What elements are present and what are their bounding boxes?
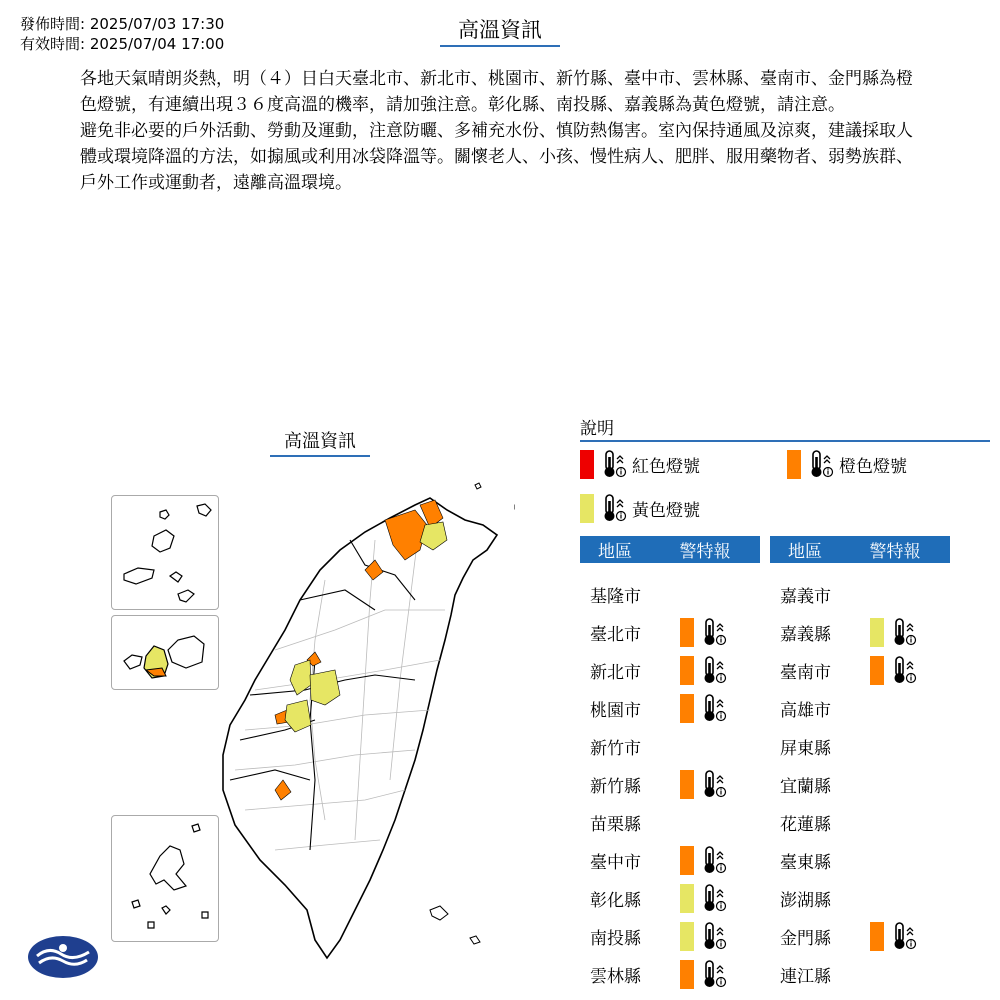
region-name: 花蓮縣 <box>780 814 831 835</box>
table-row <box>580 613 732 651</box>
table-row <box>580 651 732 689</box>
table-header-left <box>580 536 760 563</box>
col-warning-header: 警特報 <box>869 542 921 562</box>
thermometer-icon <box>700 921 728 951</box>
thermometer-icon <box>700 655 728 685</box>
cwa-logo <box>27 934 99 980</box>
col-warning-header: 警特報 <box>679 542 731 562</box>
matsu-inset <box>111 495 219 610</box>
warning-indicator <box>870 921 922 951</box>
region-name: 新竹市 <box>590 738 641 759</box>
table-row <box>580 727 680 765</box>
region-name: 桃園市 <box>590 700 641 721</box>
orange-swatch <box>680 960 694 989</box>
region-name: 彰化縣 <box>590 890 641 911</box>
advisory-text <box>80 66 920 196</box>
region-name: 南投縣 <box>590 928 641 949</box>
legend-red-label: 紅色燈號 <box>632 456 700 477</box>
warning-indicator <box>680 883 732 913</box>
taiwan-island-outline <box>223 498 497 958</box>
thermometer-icon <box>600 493 628 523</box>
thermometer-icon <box>700 883 728 913</box>
orange-swatch <box>680 846 694 875</box>
region-name: 臺中市 <box>590 852 641 873</box>
thermometer-icon <box>700 959 728 989</box>
legend-orange-label: 橙色燈號 <box>839 456 907 477</box>
thermometer-icon <box>890 655 918 685</box>
col-region-header: 地區 <box>788 542 822 562</box>
issue-time: 2025/07/03 17:30 <box>89 15 225 33</box>
thermometer-icon <box>807 449 835 479</box>
warning-indicator <box>680 959 732 989</box>
table-row <box>770 917 922 955</box>
legend-red <box>580 449 700 479</box>
col-region-header: 地區 <box>598 542 632 562</box>
region-name: 臺東縣 <box>780 852 831 873</box>
orange-swatch <box>870 922 884 951</box>
table-row <box>580 879 732 917</box>
region-name: 新竹縣 <box>590 776 641 797</box>
region-name: 臺北市 <box>590 624 641 645</box>
table-row <box>770 879 870 917</box>
warning-indicator <box>870 655 922 685</box>
table-header-right <box>770 536 950 563</box>
page-title: 高溫資訊 <box>440 17 560 47</box>
region-name: 臺南市 <box>780 662 831 683</box>
region-name: 苗栗縣 <box>590 814 641 835</box>
valid-time-line <box>20 34 224 54</box>
table-row <box>770 689 870 727</box>
valid-time-label: 有效時間: <box>20 35 86 53</box>
table-row <box>770 803 870 841</box>
table-row <box>770 727 870 765</box>
thermometer-icon <box>700 769 728 799</box>
penghu-map <box>112 816 218 941</box>
warning-indicator <box>680 769 732 799</box>
issue-time-label: 發佈時間: <box>20 15 86 33</box>
map-title: 高溫資訊 <box>270 430 370 457</box>
table-row <box>580 955 732 993</box>
region-name: 嘉義縣 <box>780 624 831 645</box>
matsu-islands-map <box>112 496 218 609</box>
warning-indicator <box>680 845 732 875</box>
region-name: 高雄市 <box>780 700 831 721</box>
orange-swatch <box>787 450 801 479</box>
table-row <box>580 689 732 727</box>
thermometer-icon <box>700 617 728 647</box>
orange-swatch <box>680 770 694 799</box>
table-row <box>580 803 680 841</box>
region-name: 基隆市 <box>590 586 641 607</box>
table-row <box>770 765 870 803</box>
yellow-swatch <box>870 618 884 647</box>
table-row <box>580 917 732 955</box>
region-name: 嘉義市 <box>780 586 831 607</box>
thermometer-icon <box>700 693 728 723</box>
warning-indicator <box>680 921 732 951</box>
legend-yellow-label: 黃色燈號 <box>632 500 700 521</box>
orange-swatch <box>680 694 694 723</box>
taiwan-map <box>215 480 515 965</box>
thermometer-icon <box>890 617 918 647</box>
thermometer-icon <box>600 449 628 479</box>
table-row <box>580 575 680 613</box>
valid-time: 2025/07/04 17:00 <box>89 35 225 53</box>
kinmen-inset <box>111 615 219 690</box>
region-name: 屏東縣 <box>780 738 831 759</box>
table-row <box>770 613 922 651</box>
table-row <box>580 765 732 803</box>
warning-indicator <box>680 693 732 723</box>
region-name: 新北市 <box>590 662 641 683</box>
legend-yellow <box>580 493 700 523</box>
thermometer-icon <box>890 921 918 951</box>
table-row <box>770 841 870 879</box>
region-name: 金門縣 <box>780 928 831 949</box>
yellow-swatch <box>580 494 594 523</box>
orange-swatch <box>680 656 694 685</box>
advisory-paragraph-2: 避免非必要的戶外活動、勞動及運動，注意防曬、多補充水份、慎防熱傷害。室內保持通風及涼爽，建議採取人體或環境降溫的方法，如搧風或利用冰袋降溫等。關懷老人、小孩、慢性病人、肥胖、服用藥物者、弱勢族群、戶外工作或運動者，遠離高溫環境。 <box>80 121 913 193</box>
region-name: 澎湖縣 <box>780 890 831 911</box>
advisory-paragraph-1: 各地天氣晴朗炎熱，明（４）日白天臺北市、新北市、桃園市、新竹縣、臺中市、雲林縣、臺南市、金門縣為橙色燈號，有連續出現３６度高溫的機率，請加強注意。彰化縣、南投縣、嘉義縣為黃色燈號，請注意。 <box>80 69 913 115</box>
table-row <box>770 651 922 689</box>
orange-swatch <box>680 618 694 647</box>
table-row <box>770 575 870 613</box>
warning-indicator <box>680 655 732 685</box>
table-row <box>770 955 870 993</box>
region-name: 宜蘭縣 <box>780 776 831 797</box>
yellow-swatch <box>680 884 694 913</box>
red-swatch <box>580 450 594 479</box>
warning-indicator <box>680 617 732 647</box>
thermometer-icon <box>700 845 728 875</box>
issue-time-line <box>20 14 224 34</box>
warning-indicator <box>870 617 922 647</box>
legend-orange <box>787 449 907 479</box>
table-row <box>580 841 732 879</box>
region-name: 連江縣 <box>780 966 831 987</box>
penghu-inset <box>111 815 219 942</box>
region-name: 雲林縣 <box>590 966 641 987</box>
issue-info <box>20 14 224 54</box>
legend-title: 說明 <box>580 418 990 442</box>
yellow-swatch <box>680 922 694 951</box>
kinmen-map <box>112 616 218 689</box>
orange-swatch <box>870 656 884 685</box>
